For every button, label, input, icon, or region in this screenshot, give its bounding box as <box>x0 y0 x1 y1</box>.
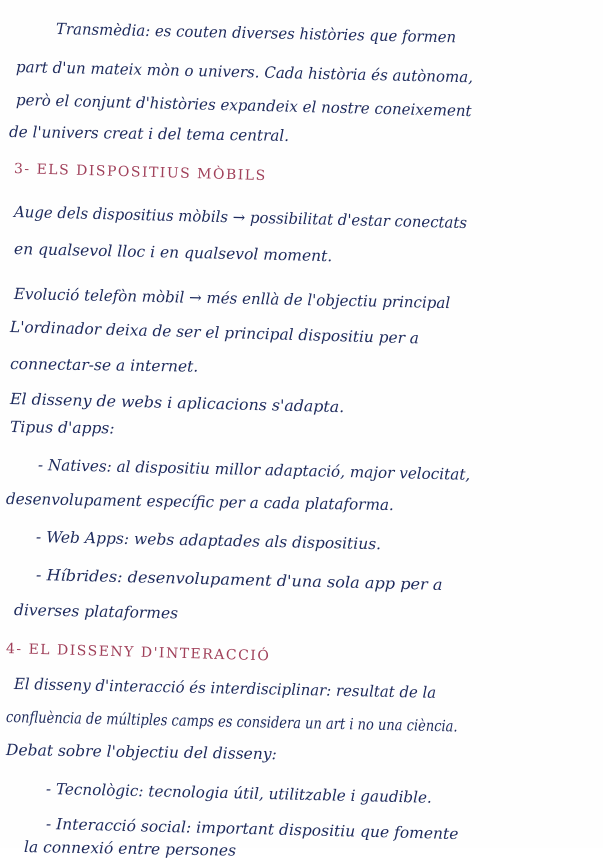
note-line: Debat sobre l'objectiu del disseny: <box>5 741 277 764</box>
note-line: Tipus d'apps: <box>9 418 115 438</box>
note-line: la connexió entre persones <box>23 838 237 860</box>
note-line: però el conjunt d'històries expandeix el nostre coneixement <box>15 91 472 121</box>
note-line: El disseny d'interacció és interdisciplinar: resultat de la <box>13 675 437 702</box>
note-line: Auge dels dispositius mòbils → possibilitat d'estar conectats <box>13 203 468 233</box>
note-line: Transmèdia: es couten diverses històries que formen <box>55 20 457 47</box>
section-heading: 3- ELS DISPOSITIUS MÒBILS <box>13 161 267 185</box>
note-line: connectar-se a internet. <box>9 355 199 376</box>
note-line: - Híbrides: desenvolupament d'una sola app per a <box>35 566 443 594</box>
note-line: de l'univers creat i del tema central. <box>8 123 290 145</box>
section-heading: 4- EL DISSENY D'INTERACCIÓ <box>5 641 271 665</box>
note-line: diverses plataformes <box>13 601 179 623</box>
note-line: - Interacció social: important dispositiu que fomente <box>45 815 459 844</box>
note-line: - Tecnològic: tecnologia útil, utilitzable i gaudible. <box>45 780 433 807</box>
note-line: desenvolupament específic per a cada plataforma. <box>5 490 394 515</box>
note-line: L'ordinador deixa de ser el principal dispositiu per a <box>9 318 420 348</box>
note-line: part d'un mateix mòn o univers. Cada història és autònoma, <box>15 58 474 87</box>
note-line: en qualsevol lloc i en qualsevol moment. <box>13 240 333 266</box>
note-line: El disseny de webs i aplicacions s'adapta. <box>9 390 345 417</box>
note-line: - Web Apps: webs adaptades als dispositius. <box>35 528 382 554</box>
note-line: - Natives: al dispositiu millor adaptació, major velocitat, <box>37 456 471 484</box>
note-line: confluència de múltiples camps es considera un art i no una ciència. <box>5 708 458 736</box>
note-line: Evolució telefòn mòbil → més enllà de l'objectiu principal <box>13 285 451 313</box>
